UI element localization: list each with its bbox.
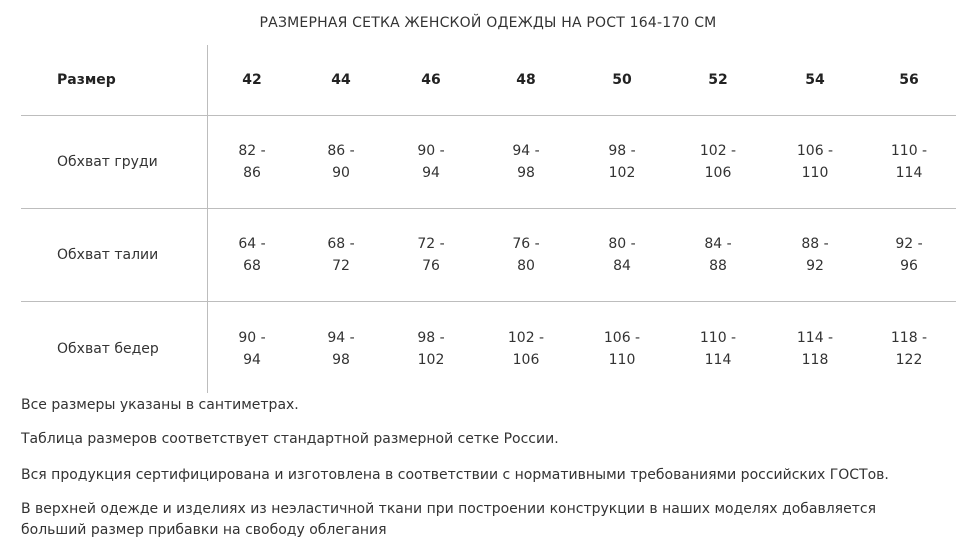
size-header <box>217 45 287 115</box>
cell-line: 76 <box>422 258 440 274</box>
size-header <box>780 45 850 115</box>
table-header-row <box>21 45 956 116</box>
cell-line: 118 - <box>890 329 928 346</box>
cell-line: 110 <box>801 165 829 181</box>
cell-line: 106 - <box>796 143 834 159</box>
table-cell <box>217 302 287 395</box>
size-table <box>21 45 956 395</box>
row-label: Обхват талии <box>57 247 159 263</box>
table-cell <box>396 116 466 208</box>
size-header <box>874 45 944 115</box>
size-value: 46 <box>421 72 441 88</box>
table-cell <box>306 116 376 208</box>
cell-line: 80 - <box>608 236 636 252</box>
cell-line: 98 - <box>608 143 636 159</box>
cell-line: 106 <box>512 351 540 368</box>
size-header <box>306 45 376 115</box>
table-cell <box>396 209 466 301</box>
cell-line: 114 - <box>796 329 834 346</box>
cell-line: 106 <box>704 165 732 181</box>
cell-line: 102 - <box>507 329 545 346</box>
cell-line: 64 - <box>238 236 266 252</box>
table-cell <box>217 209 287 301</box>
table-cell <box>491 209 561 301</box>
cell-line: 82 - <box>238 143 266 159</box>
cell-line: 98 <box>332 351 350 368</box>
cell-line: 88 <box>709 258 727 274</box>
size-value: 48 <box>516 72 536 88</box>
table-cell <box>396 302 466 395</box>
table-cell <box>874 116 944 208</box>
cell-line: 94 - <box>327 329 355 346</box>
cell-line: 114 <box>704 351 732 368</box>
cell-line: 94 <box>243 351 261 368</box>
note-standard: Таблица размеров соответствует стандартной размерной сетке России. <box>21 431 559 447</box>
cell-line: 76 - <box>512 236 540 252</box>
table-cell <box>491 302 561 395</box>
cell-line: 98 - <box>417 329 445 346</box>
header-label: Размер <box>57 72 116 88</box>
size-value: 44 <box>331 72 351 88</box>
table-cell <box>683 116 753 208</box>
cell-line: 92 - <box>895 236 923 252</box>
row-label: Обхват бедер <box>57 340 159 357</box>
table-cell <box>874 302 944 395</box>
cell-line: 80 <box>517 258 535 274</box>
row-label: Обхват груди <box>57 154 158 170</box>
cell-line: 72 <box>332 258 350 274</box>
table-cell <box>587 302 657 395</box>
cell-line: 90 - <box>417 143 445 159</box>
cell-line: 110 - <box>890 143 928 159</box>
cell-line: 84 <box>613 258 631 274</box>
cell-line: 92 <box>806 258 824 274</box>
note-units: Все размеры указаны в сантиметрах. <box>21 397 299 413</box>
size-header <box>491 45 561 115</box>
size-header <box>396 45 466 115</box>
size-value: 42 <box>242 72 262 88</box>
size-value: 56 <box>899 72 919 88</box>
cell-line: 94 - <box>512 143 540 159</box>
note-certification: Вся продукция сертифицирована и изготовлена в соответствии с нормативными требованиями российских ГОСТов. <box>21 467 889 483</box>
cell-line: 94 <box>422 165 440 181</box>
table-cell <box>587 116 657 208</box>
size-value: 52 <box>708 72 728 88</box>
table-cell <box>491 116 561 208</box>
size-value: 54 <box>805 72 825 88</box>
cell-line: 68 <box>243 258 261 274</box>
table-cell <box>217 116 287 208</box>
cell-line: 86 - <box>327 143 355 159</box>
table-cell <box>780 116 850 208</box>
cell-line: 68 - <box>327 236 355 252</box>
cell-line: 84 - <box>704 236 732 252</box>
cell-line: 90 - <box>238 329 266 346</box>
cell-line: 96 <box>900 258 918 274</box>
cell-line: 102 <box>608 165 636 181</box>
cell-line: 114 <box>895 165 923 181</box>
cell-line: 98 <box>517 165 535 181</box>
cell-line: 110 <box>608 351 636 368</box>
table-cell <box>306 302 376 395</box>
cell-line: 110 - <box>699 329 737 346</box>
table-cell <box>874 209 944 301</box>
cell-line: 106 - <box>603 329 641 346</box>
table-row-waist <box>21 209 956 302</box>
size-header <box>587 45 657 115</box>
cell-line: 102 - <box>699 143 737 159</box>
cell-line: 102 <box>417 351 445 368</box>
table-row-chest <box>21 116 956 209</box>
cell-line: 88 - <box>801 236 829 252</box>
table-cell <box>780 209 850 301</box>
note-outerwear: В верхней одежде и изделиях из неэластичной ткани при построении конструкции в наших моделях добавляется больший размер прибавки на свободу облегания <box>21 501 876 538</box>
table-cell <box>587 209 657 301</box>
cell-line: 90 <box>332 165 350 181</box>
size-header <box>683 45 753 115</box>
size-value: 50 <box>612 72 632 88</box>
cell-line: 86 <box>243 165 261 181</box>
table-cell <box>306 209 376 301</box>
cell-line: 118 <box>801 351 829 368</box>
table-cell <box>683 209 753 301</box>
table-cell <box>780 302 850 395</box>
cell-line: 122 <box>895 351 923 368</box>
table-row-hips <box>21 302 956 395</box>
table-cell <box>683 302 753 395</box>
cell-line: 72 - <box>417 236 445 252</box>
page-title: РАЗМЕРНАЯ СЕТКА ЖЕНСКОЙ ОДЕЖДЫ НА РОСТ 164-170 СМ <box>259 15 717 31</box>
